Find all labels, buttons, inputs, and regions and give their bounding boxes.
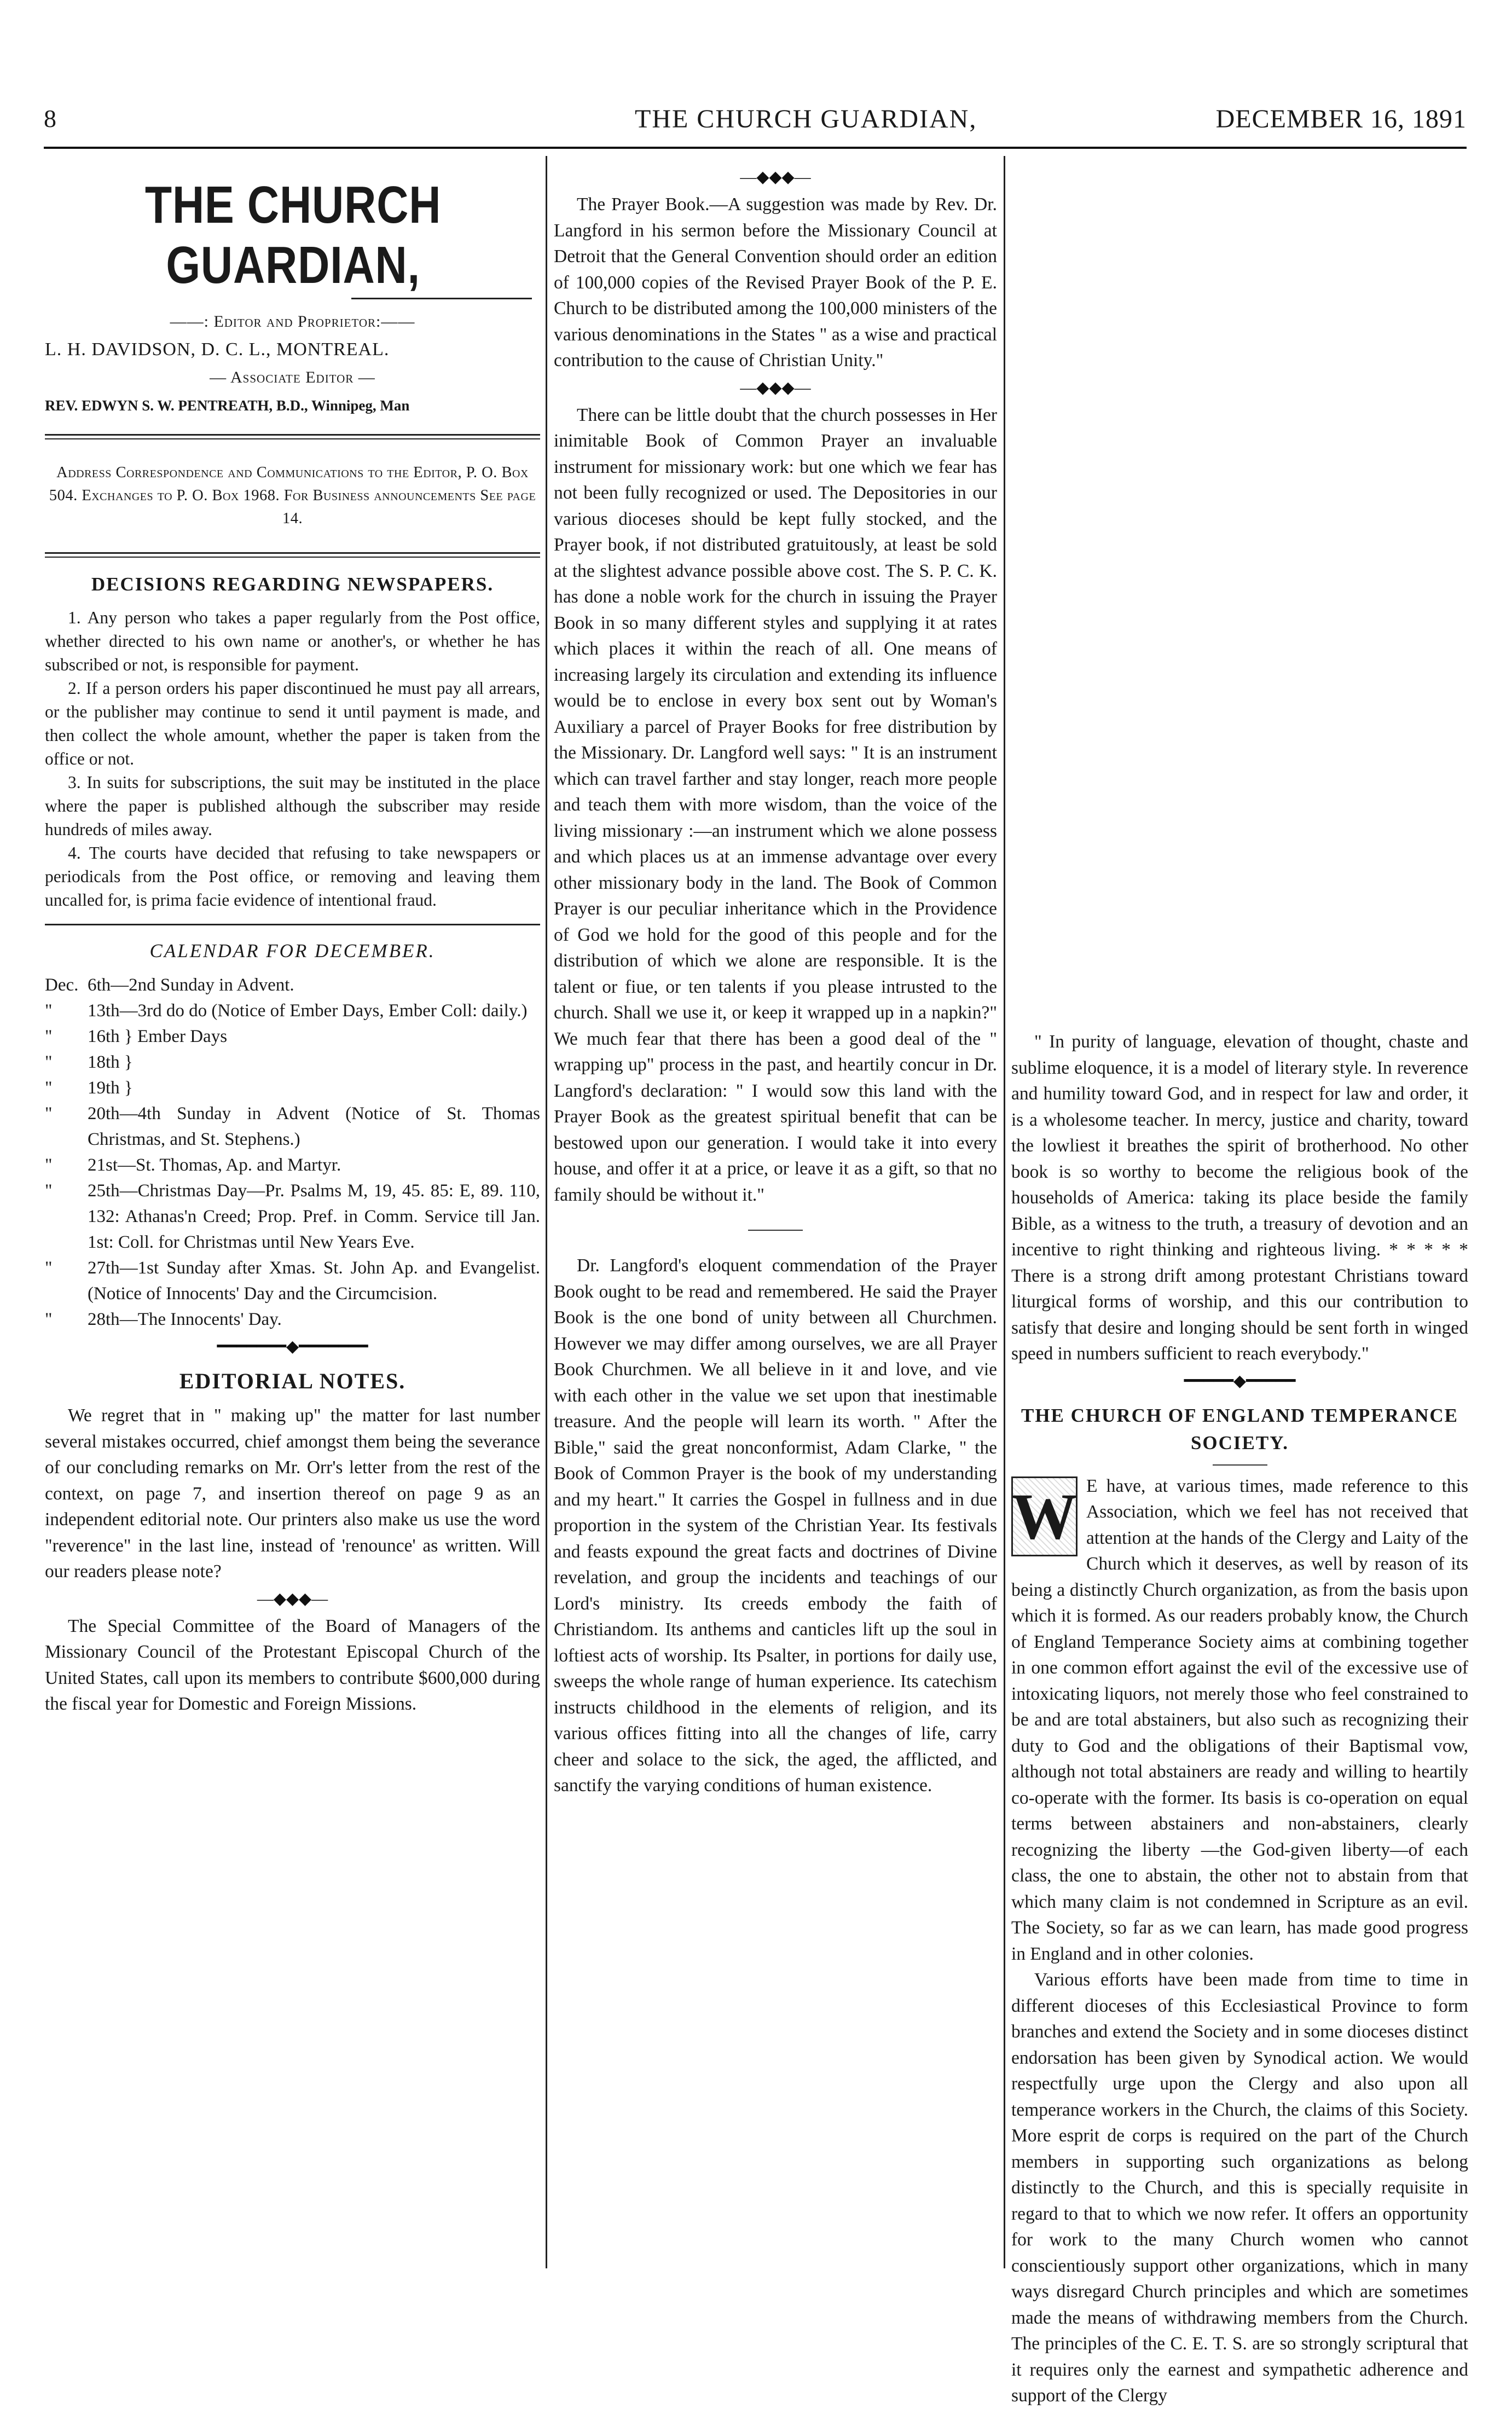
calendar-month: Dec. [45, 975, 79, 995]
masthead-underline [351, 298, 532, 299]
decorative-initial-icon: W [1011, 1476, 1077, 1556]
editorial-paragraph: " In purity of language, elevation of thought, chaste and sublime eloquence, it is a model of literary style. In reverence and humility toward God, and in respect for law and order, it is a wholesome teacher. In mercy, justice and charity, toward the lowliest it breathes the spirit of brotherhood. No other book is so worthy to become the religious book of the households of America: taking its place beside the family Bible, as a witness to the truth, a treasury of devotion and an incentive to right thinking and righteous living. * * * * * There is a strong drift among protestant Christians toward liturgical forms of worship, and this our contribution to satisfy that desire and longing should be sent forth in winged speed in numbers sufficient to reach everybody." [1011, 1032, 1468, 1364]
calendar-entry [45, 1255, 540, 1307]
calendar-text: 28th—The Innocents' Day. [88, 1310, 282, 1329]
column-1 [45, 164, 540, 1717]
masthead-rule [45, 434, 540, 439]
calendar-entry [45, 1307, 540, 1333]
short-rule [748, 1230, 803, 1231]
calendar-text: 20th—4th Sunday in Advent (Notice of St. Thomas Christmas, and St. Stephens.) [88, 1104, 540, 1149]
editor-name: L. H. DAVIDSON, D. C. L., MONTREAL. [45, 339, 390, 360]
ornament-dash-icon: —◆◆◆— [257, 1589, 328, 1608]
ornament-rule-icon: ━━━━━◆━━━━━ [1184, 1371, 1296, 1390]
column-3 [1011, 1029, 1468, 2409]
calendar-text: 13th—3rd do do (Notice of Ember Days, Ember Coll: daily.) [88, 1001, 528, 1021]
decisions-heading: DECISIONS REGARDING NEWSPAPERS. [91, 574, 494, 595]
editorial-heading: EDITORIAL NOTES. [179, 1369, 406, 1393]
associate-editor-label: — Associate Editor — [210, 368, 375, 386]
calendar-text: 25th—Christmas Day—Pr. Psalms M, 19, 45. 85: E, 89. 110, 132: Athanas'n Creed; Prop. Pref. in Comm. Service till Jan. 1st: Coll. for Christmas until New Years Eve. [88, 1181, 540, 1252]
calendar-ditto: " [45, 1027, 53, 1046]
calendar-text: 16th } Ember Days [88, 1027, 228, 1046]
temperance-paragraph: E have, at various times, made reference to this Association, which we feel has not received that attention at the hands of the Clergy and Laity of the Church which it deserves, as well by reason of its being a distinctly Church organization, as from the basis upon which it is formed. As our readers probably know, the Church of England Temperance Society aims at combining together in one common effort against the evil of the excessive use of intoxicating liquors, not merely those who feel constrained to be and are total abstainers, but also such as recognizing their duty to God and the obligations of their Baptismal vow, although not total abstainers are ready and willing to heartily co-operate with the former. Its basis is co-operation on equal terms between abstainers and non-abstainers, clearly recognizing the liberty —the God-given liberty—of each class, the one to abstain, the other not to abstain from that which many claim is not condemned in Scripture as an evil. The Society, so far as we can learn, has made good progress in England and in other colonies. [1011, 1475, 1468, 1964]
masthead-title: THE CHURCH GUARDIAN, [144, 176, 442, 294]
calendar-entry [45, 1024, 540, 1050]
calendar-ditto: " [45, 1078, 53, 1098]
calendar-heading: CALENDAR FOR DECEMBER. [149, 940, 436, 962]
editorial-paragraph: Dr. Langford's eloquent commendation of the Prayer Book ought to be read and remembered. He said the Prayer Book is the one bond of unity between all Churchmen. However we may differ among ourselves, we are all Prayer Book Churchmen. We all believe in it and love, and vie with each other in the value we set upon that inestimable treasure. And the people will learn its worth. " After the Bible," said the great nonconformist, Adam Clarke, " the Book of Common Prayer is the book of my understanding and my heart." It carries the Gospel in fullness and in due proportion in the system of the Christian Year. Its festivals and feasts expound the great facts and doctrines of Divine revelation, and group the incidents and teachings of our Lord's ministry. Its creeds embody the faith of Christiandom. Its anthems and canticles lift up the soul in loftiest acts of worship. Its Psalter, in portions for daily use, sweeps the whole range of human experience. Its catechism instructs childhood in the elements of religion, and its various offices fitting into all the changes of life, carry cheer and solace to the sick, the aged, the afflicted, and sanctify the varying conditions of human existence. [554, 1255, 997, 1796]
calendar-ditto: " [45, 1104, 53, 1124]
running-title: THE CHURCH GUARDIAN, [635, 105, 977, 134]
editorial-paragraph: We regret that in " making up" the matter for last number several mistakes occurred, chief amongst them being the severance of our concluding remarks on Mr. Orr's letter from the rest of the context, on page 7, and insertion thereof on page 9 as an independent editorial note. Our printers also make us use the word "reverence" in the last line, instead of 'renounce' as written. Will our readers please note? [45, 1405, 540, 1582]
calendar-entry [45, 1178, 540, 1255]
section-rule [45, 924, 540, 925]
calendar-ditto: " [45, 1001, 53, 1021]
decision-item: 1. Any person who takes a paper regularly from the Post office, whether directed to his own name or another's, or whether he has subscribed or not, is responsible for payment. [45, 608, 540, 674]
calendar-ditto: " [45, 1052, 53, 1072]
column-divider [546, 156, 547, 2268]
decision-item: 3. In suits for subscriptions, the suit may be instituted in the place where the paper is published although the subscriber may reside hundreds of miles away. [45, 773, 540, 839]
section-rule [45, 552, 540, 558]
editorial-paragraph: The Prayer Book.—A suggestion was made by Rev. Dr. Langford in his sermon before the Missionary Council at Detroit that the General Convention should order an edition of 100,000 copies of the Revised Prayer Book of the P. E. Church to be distributed among the 100,000 ministers of the various denominations in the States " as a wise and practical contribution to the cause of Christian Unity." [554, 194, 997, 370]
associate-editor-name: REV. EDWYN S. W. PENTREATH, B.D., Winnipeg, Man [45, 397, 410, 414]
calendar-text: 21st—St. Thomas, Ap. and Martyr. [88, 1155, 341, 1175]
correspondence-address: Address Correspondence and Communications to the Editor, P. O. Box 504. Exchanges to P. O. Box 1968. For Business announcements See page 14. [49, 464, 536, 527]
column-2 [554, 164, 997, 1799]
header-rule [44, 147, 1467, 149]
calendar-text: 6th—2nd Sunday in Advent. [88, 975, 294, 995]
calendar-entry [45, 1075, 540, 1101]
calendar-entry [45, 998, 540, 1024]
editorial-paragraph: The Special Committee of the Board of Managers of the Missionary Council of the Protestant Episcopal Church of the United States, call upon its members to contribute $600,000 during the fiscal year for Domestic and Foreign Missions. [45, 1615, 540, 1714]
calendar-ditto: " [45, 1155, 53, 1175]
temperance-heading: THE CHURCH OF ENGLAND TEMPERANCE SOCIETY. [1021, 1404, 1459, 1453]
calendar-entry [45, 1101, 540, 1153]
calendar-text: 18th } [88, 1052, 133, 1072]
decision-item: 2. If a person orders his paper discontinued he must pay all arrears, or the publisher may continue to send it until payment is made, and then collect the whole amount, whether the paper is taken from the office or not. [45, 679, 540, 768]
page-number: 8 [44, 105, 56, 132]
calendar-ditto: " [45, 1181, 53, 1201]
editorial-paragraph: There can be little doubt that the church possesses in Her inimitable Book of Common Prayer an invaluable instrument for missionary work: but one which we fear has not been fully recognized or used. The Depositories in our various dioceses should be kept fully stocked, and the Prayer book, if not distributed gratuitously, at least be sold at the slightest advance possible above cost. The S. P. C. K. has done a noble work for the church in issuing the Prayer Book in so many different styles and supplying it at rates which places it within the reach of all. One means of increasing largely its circulation and extending its influence would be to enclose in every box sent out by Woman's Auxiliary a parcel of Prayer Books for free distribution by the Missionary. Dr. Langford well says: " It is an instrument which can travel farther and stay longer, reach more people and teach them with more wisdom, than the voice of the living missionary :—an instrument which we alone possess and which places us at an immense advantage over every other missionary body in the land. The Book of Common Prayer is our peculiar inheritance which in the Providence of God we hold for the good of this people and for the distribution of which we alone are responsible. It is the talent or fiue, or ten talents if you please intrusted to the church. Shall we use it, or keep it wrapped up in a napkin?" We much fear that there has been a good deal of the " wrapping up" process in the past, and heartily concur in Dr. Langford's declaration: " I would sow this land with the Prayer Book as the greatest spiritual benefit that can be bestowed upon our generation. I would take it into every house, and offer it at a price, or leave it as a gift, so that no family should be without it." [554, 404, 997, 1205]
calendar-entry [45, 972, 540, 998]
column-divider [1004, 156, 1005, 2268]
decision-item: 4. The courts have decided that refusing to take newspapers or periodicals from the Post office, or removing and leaving them uncalled for, is prima facie evidence of intentional fraud. [45, 843, 540, 910]
temperance-paragraph: Various efforts have been made from time to time in different dioceses of this Ecclesiastical Province to form branches and extend the Society and in some dioceses distinct endorsation has been given by Synodical action. We would respectfully urge upon the Clergy and also upon all temperance workers in the Church, the claims of this Society. More esprit de corps is required on the part of the Church members in supporting such organizations as belong distinctly to the Church, and this is specially requisite in regard to that to which we now refer. It offers an opportunity for work to the many Church women who cannot conscientiously support other organizations, which in many ways disregard Church principles and which are sometimes made the means of withdrawing members from the Church. The principles of the C. E. T. S. are so strongly scriptural that it requires only the earnest and sympathetic adherence and support of the Clergy [1011, 1970, 1468, 2406]
ornament-dash-icon: —◆◆◆— [740, 378, 811, 397]
calendar-text: 27th—1st Sunday after Xmas. St. John Ap. and Evangelist. (Notice of Innocents' Day and the Circumcision. [88, 1258, 540, 1304]
calendar-list [45, 972, 540, 1333]
short-rule [1213, 1464, 1267, 1466]
editor-label: ——: Editor and Proprietor:—— [170, 312, 415, 331]
ornament-dash-icon: —◆◆◆— [740, 168, 811, 186]
calendar-text: 19th } [88, 1078, 133, 1098]
ornament-rule-icon: ━━━━━━━◆━━━━━━━ [217, 1337, 368, 1356]
running-header [44, 104, 1467, 142]
calendar-ditto: " [45, 1258, 53, 1278]
calendar-entry [45, 1050, 540, 1075]
issue-date: DECEMBER 16, 1891 [1215, 105, 1467, 134]
calendar-ditto: " [45, 1310, 53, 1329]
calendar-entry [45, 1153, 540, 1178]
